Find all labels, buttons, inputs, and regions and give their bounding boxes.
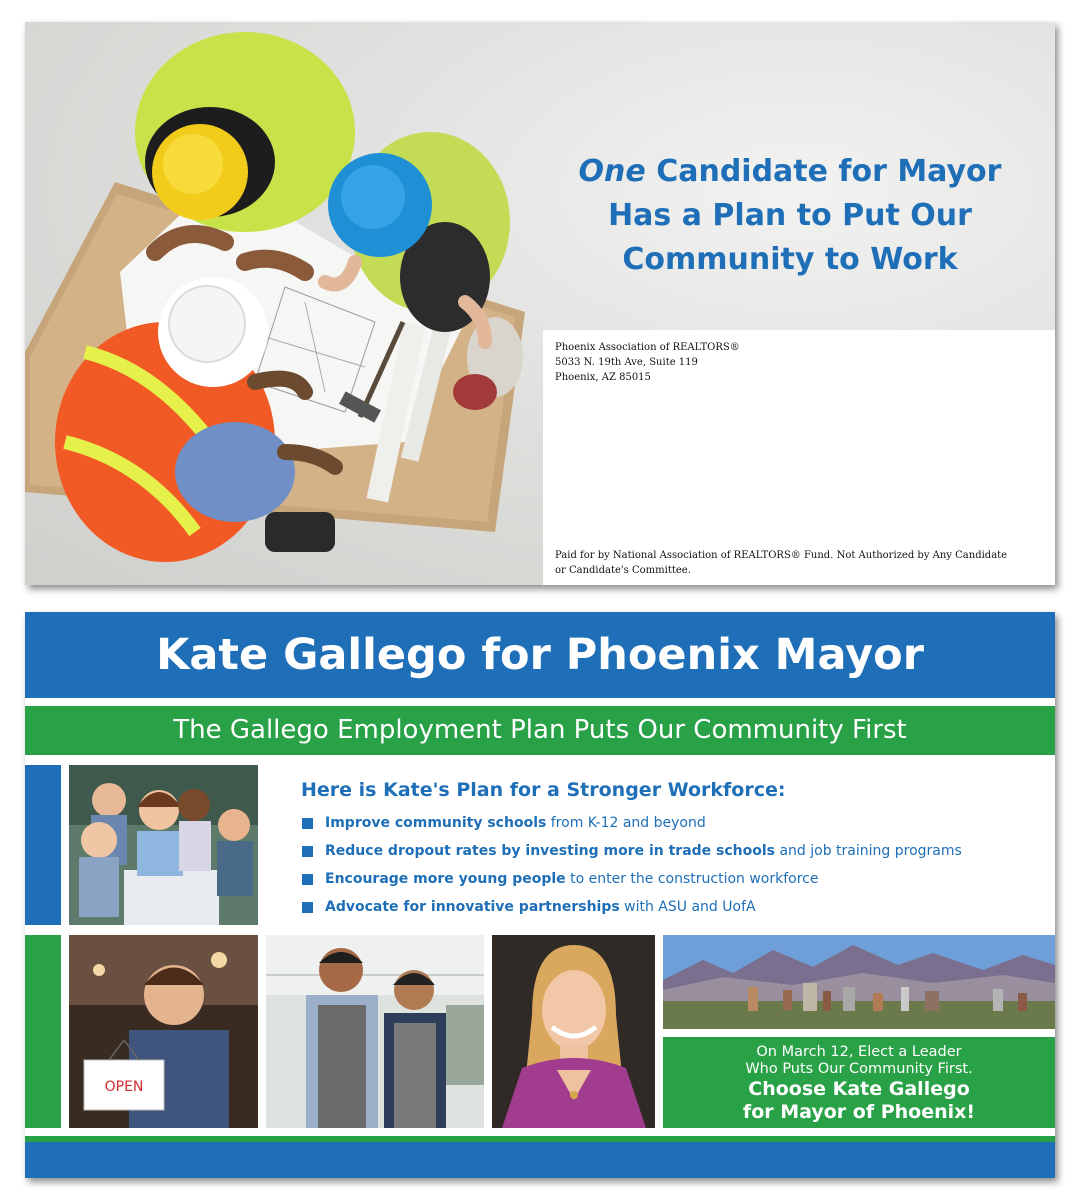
return-address-line: 5033 N. 19th Ave, Suite 119 bbox=[555, 357, 698, 368]
plan-title: Here is Kate's Plan for a Stronger Workforce: bbox=[301, 779, 786, 801]
phoenix-skyline-photo bbox=[663, 935, 1055, 1029]
workers-aprons-photo bbox=[266, 935, 484, 1128]
return-address-line: Phoenix, AZ 85015 bbox=[555, 372, 651, 383]
plan-item-rest: and job training programs bbox=[775, 843, 962, 859]
headline-line-1: Candidate for Mayor bbox=[645, 154, 1002, 189]
plan-item-rest: from K-12 and beyond bbox=[546, 815, 706, 831]
bottom-blue-band bbox=[25, 1142, 1055, 1178]
cta-line-3: Choose Kate Gallego bbox=[748, 1078, 970, 1100]
disclaimer-line: Paid for by National Association of REALTORS® Fund. Not Authorized by Any Candidate bbox=[555, 550, 1008, 561]
cta-line-1: On March 12, Elect a Leader bbox=[756, 1044, 962, 1060]
mailer-back bbox=[25, 612, 1055, 1178]
plan-item-bold: Reduce dropout rates by investing more in trade schools bbox=[325, 843, 776, 859]
bullet-square-icon bbox=[302, 902, 313, 913]
plan-item bbox=[301, 865, 1041, 893]
back-subtitle: The Gallego Employment Plan Puts Our Community First bbox=[173, 715, 907, 745]
candidate-portrait-photo bbox=[492, 935, 655, 1128]
plan-item bbox=[301, 893, 1041, 921]
return-address-line: Phoenix Association of REALTORS® bbox=[555, 342, 740, 353]
workforce-plan bbox=[301, 777, 1041, 921]
disclaimer-line: or Candidate's Committee. bbox=[555, 565, 691, 576]
address-panel bbox=[543, 330, 1055, 585]
plan-item bbox=[301, 809, 1041, 837]
plan-item-rest: with ASU and UofA bbox=[619, 899, 756, 915]
cta-line-2: Who Puts Our Community First. bbox=[745, 1061, 973, 1077]
plan-item-bold: Encourage more young people bbox=[325, 871, 566, 887]
shop-owner-photo bbox=[69, 935, 258, 1128]
front-headline bbox=[530, 150, 1050, 282]
green-side-bar bbox=[25, 935, 61, 1128]
back-title: Kate Gallego for Phoenix Mayor bbox=[156, 630, 924, 680]
bullet-square-icon bbox=[302, 874, 313, 885]
paid-for-disclaimer bbox=[555, 548, 1025, 578]
subtitle-banner bbox=[25, 706, 1055, 755]
students-photo bbox=[69, 765, 258, 925]
plan-item bbox=[301, 837, 1041, 865]
shop-owner-illustration bbox=[69, 935, 258, 1128]
title-banner bbox=[25, 612, 1055, 698]
open-sign-text: OPEN bbox=[104, 1079, 144, 1095]
plan-item-rest: to enter the construction workforce bbox=[565, 871, 819, 887]
headline-line-2: Has a Plan to Put Our bbox=[608, 198, 972, 233]
call-to-action-box bbox=[663, 1037, 1055, 1128]
mailer-front bbox=[25, 22, 1055, 585]
blue-side-bar bbox=[25, 765, 61, 925]
headline-line-3: Community to Work bbox=[622, 242, 958, 277]
construction-workers-photo bbox=[25, 22, 555, 585]
headline-emphasis: One bbox=[578, 154, 646, 189]
plan-item-bold: Improve community schools bbox=[325, 815, 547, 831]
return-address bbox=[555, 340, 740, 385]
bullet-square-icon bbox=[302, 846, 313, 857]
cta-line-4: for Mayor of Phoenix! bbox=[742, 1101, 976, 1123]
plan-item-bold: Advocate for innovative partnerships bbox=[325, 899, 620, 915]
bullet-square-icon bbox=[302, 818, 313, 829]
